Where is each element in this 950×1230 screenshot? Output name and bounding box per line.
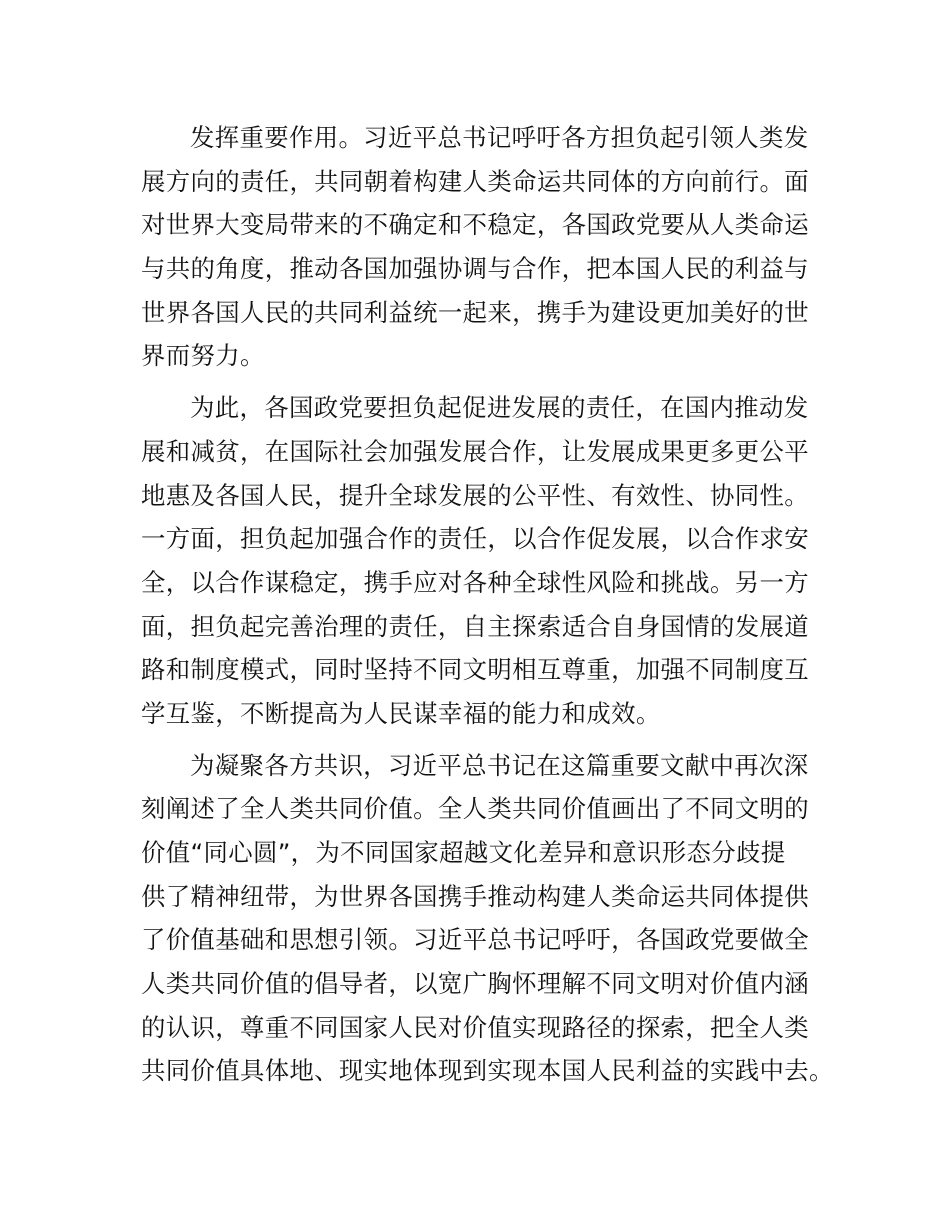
text-line: 地惠及各国人民，提升全球发展的公平性、有效性、协同性。: [141, 480, 809, 510]
text-line: 发挥重要作用。习近平总书记呼吁各方担负起引领人类发: [190, 123, 809, 152]
text-line: 路和制度模式，同时坚持不同文明相互尊重，加强不同制度互: [141, 655, 809, 685]
text-line: 共同价值具体地、现实地体现到实现本国人民利益的实践中去。: [141, 1056, 834, 1086]
text-line: 人类共同价值的倡导者，以宽广胸怀理解不同文明对价值内涵: [141, 969, 809, 999]
document-body: [141, 116, 834, 1101]
text-line: 全，以合作谋稳定，携手应对各种全球性风险和挑战。另一方: [141, 567, 809, 597]
paragraph-1: [141, 116, 831, 378]
text-line: 界而努力。: [141, 341, 265, 371]
text-line: 供了精神纽带，为世界各国携手推动构建人类命运共同体提供: [141, 881, 809, 911]
text-line: 一方面，担负起加强合作的责任，以合作促发展，以合作求安: [141, 524, 809, 554]
text-line: 刻阐述了全人类共同价值。全人类共同价值画出了不同文明的: [141, 794, 809, 824]
text-line: 为此，各国政党要担负起促进发展的责任，在国内推动发: [190, 393, 809, 423]
text-line: 学互鉴，不断提高为人民谋幸福的能力和成效。: [141, 698, 661, 728]
text-line: 价值“同心圆”，为不同国家超越文化差异和意识形态分歧提: [141, 838, 786, 867]
text-line: 展和减贫，在国际社会加强发展合作，让发展成果更多更公平: [141, 436, 809, 466]
text-line: 世界各国人民的共同利益统一起来，携手为建设更加美好的世: [141, 297, 809, 327]
text-line: 对世界大变局带来的不确定和不稳定，各国政党要从人类命运: [141, 210, 809, 240]
text-line: 的认识，尊重不同国家人民对价值实现路径的探索，把全人类: [141, 1012, 809, 1042]
text-line: 了价值基础和思想引领。习近平总书记呼吁，各国政党要做全: [141, 925, 809, 955]
text-line: 为凝聚各方共识，习近平总书记在这篇重要文献中再次深: [190, 750, 809, 780]
text-line: 面，担负起完善治理的责任，自主探索适合自身国情的发展道: [141, 611, 809, 641]
text-line: 与共的角度，推动各国加强协调与合作，把本国人民的利益与: [141, 254, 809, 284]
paragraph-3: [141, 744, 834, 1094]
text-line: 展方向的责任，共同朝着构建人类命运共同体的方向前行。面: [141, 166, 809, 196]
paragraph-2: [141, 386, 831, 736]
